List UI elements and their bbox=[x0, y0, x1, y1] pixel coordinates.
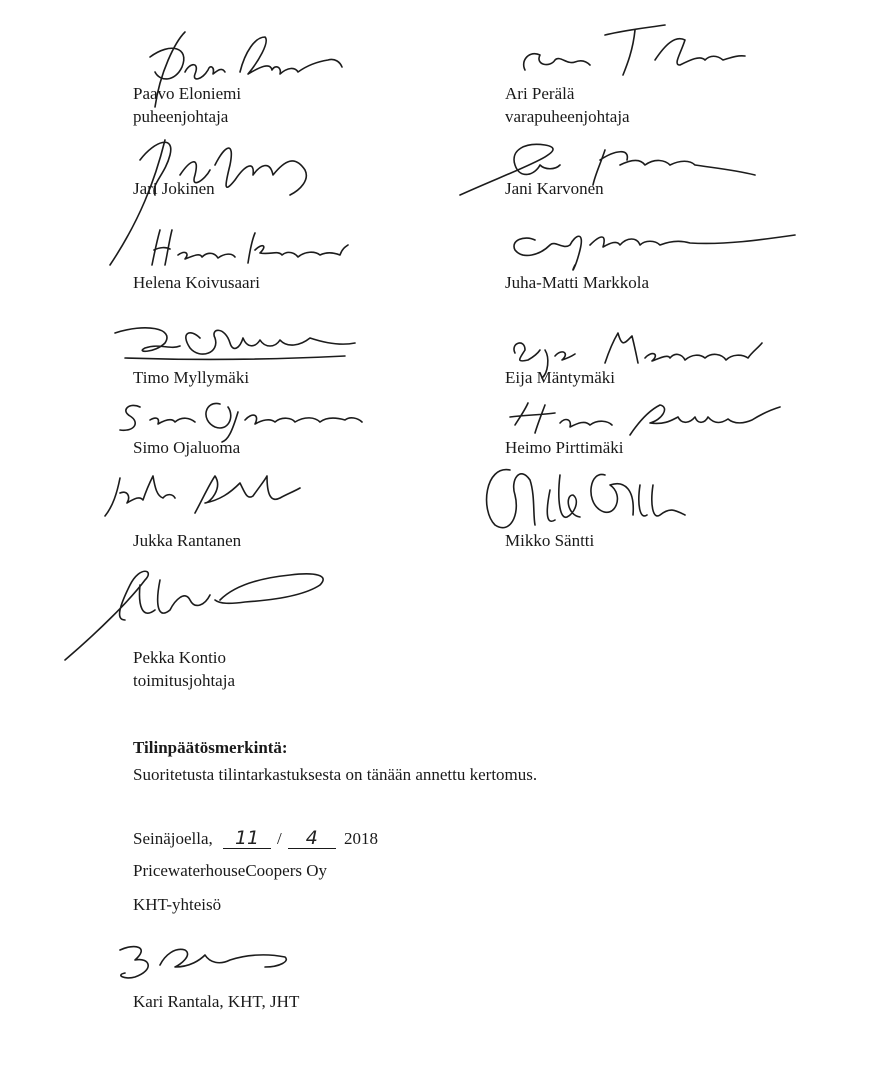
signature-jukka-rantanen bbox=[95, 468, 305, 523]
audit-note-text: Suoritetusta tilintarkastuksesta on tänään annettu kertomus. bbox=[133, 765, 538, 784]
signatory-name: Timo Myllymäki bbox=[133, 368, 250, 387]
auditor-signer: Kari Rantala, KHT, JHT bbox=[133, 992, 300, 1011]
signatory-role: varapuheenjohtaja bbox=[505, 107, 630, 126]
signatory-name: Paavo Eloniemi bbox=[133, 84, 242, 103]
date-year: 2018 bbox=[344, 829, 379, 848]
signatory-name: Jukka Rantanen bbox=[133, 531, 242, 550]
signature-simo-ojaluoma bbox=[110, 392, 370, 442]
signature-ari-perala bbox=[505, 20, 755, 90]
signatory-name: Heimo Pirttimäki bbox=[505, 438, 624, 457]
signatory-name: Helena Koivusaari bbox=[133, 273, 260, 292]
auditor-firm: PricewaterhouseCoopers Oy bbox=[133, 861, 328, 880]
signatory-name: Mikko Säntti bbox=[505, 531, 595, 550]
signature-juha-matti-markkola bbox=[495, 215, 805, 280]
signatory-name: Pekka Kontio bbox=[133, 648, 227, 667]
place: Seinäjoella, bbox=[133, 829, 213, 848]
audit-note-title: Tilinpäätösmerkintä: bbox=[133, 738, 288, 757]
date-month: 4 bbox=[288, 828, 336, 849]
signatory-name: Jani Karvonen bbox=[505, 179, 604, 198]
place-date-line bbox=[133, 828, 378, 850]
auditor-firm-type: KHT-yhteisö bbox=[133, 895, 222, 914]
signatory-role: puheenjohtaja bbox=[133, 107, 229, 126]
signatory-name: Juha-Matti Markkola bbox=[505, 273, 649, 292]
signatory-name: Jari Jokinen bbox=[133, 179, 215, 198]
signature-jani-karvonen bbox=[455, 130, 765, 205]
signature-timo-myllymaki bbox=[105, 318, 365, 373]
date-day: 11 bbox=[223, 828, 271, 849]
signatory-name: Eija Mäntymäki bbox=[505, 368, 616, 387]
signatory-name: Ari Perälä bbox=[505, 84, 575, 103]
date-separator: / bbox=[277, 829, 282, 848]
signatory-name: Simo Ojaluoma bbox=[133, 438, 241, 457]
signature-helena-koivusaari bbox=[130, 225, 360, 275]
signatory-role: toimitusjohtaja bbox=[133, 671, 235, 690]
signature-kari-rantala bbox=[105, 935, 305, 995]
